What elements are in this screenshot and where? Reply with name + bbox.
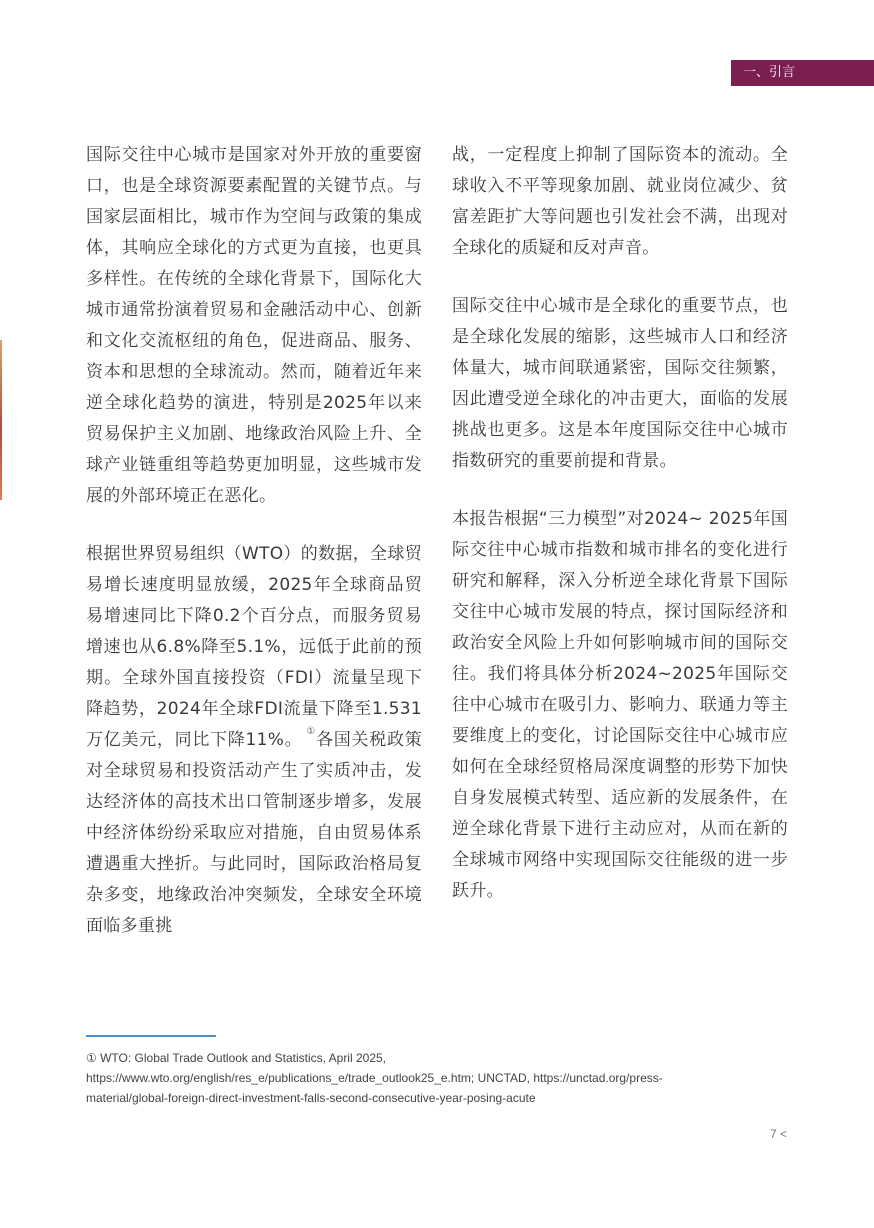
section-label: 一、引言 [731, 60, 874, 86]
paragraph-city-nodes: 国际交往中心城市是全球化的重要节点，也是全球化发展的缩影，这些城市人口和经济体量大，城市间联通紧密，国际交往频繁，因此遭受逆全球化的冲击更大，面临的发展挑战也更多。这是本年度国际交往中心城市指数研究的重要前提和背景。 [452, 296, 788, 471]
paragraph-intro: 国际交往中心城市是国家对外开放的重要窗口，也是全球资源要素配置的关键节点。与国家层面相比，城市作为空间与政策的集成体，其响应全球化的方式更为直接，也更具多样性。在传统的全球化背景下，国际化大城市通常扮演着贸易和金融活动中心、创新和文化交流枢纽的角色，促进商品、服务、资本和思想的全球流动。然而，随着近年来逆全球化趋势的演进，特别是2025年以来贸易保护主义加剧、地缘政治风险上升、全球产业链重组等趋势更加明显，这些城市发展的外部环境正在恶化。 [86, 145, 422, 506]
footnote [86, 1048, 788, 1108]
page-number: 7 < [770, 1127, 788, 1141]
right-column [452, 140, 788, 934]
footnote-line-3[interactable]: material/global-foreign-direct-investment-falls-second-consecutive-year-posing-acute [86, 1091, 536, 1105]
paragraph-report-scope: 本报告根据“三力模型”对2024~ 2025年国际交往中心城市指数和城市排名的变化进行研究和解释，深入分析逆全球化背景下国际交往中心城市发展的特点，探讨国际经济和政治安全风险上升如何影响城市间的国际交往。我们将具体分析2024~2025年国际交往中心城市在吸引力、影响力、联通力等主要维度上的变化，讨论国际交往中心城市应如何在全球经贸格局深度调整的形势下加快自身发展模式转型、适应新的发展条件，在逆全球化背景下进行主动应对，从而在新的全球城市网络中实现国际交往能级的进一步跃升。 [452, 509, 788, 901]
edge-decoration [0, 340, 2, 500]
paragraph-wto-text-b: 各国关税政策对全球贸易和投资活动产生了实质冲击，发达经济体的高技术出口管制逐步增多，发展中经济体纷纷采取应对措施，自由贸易体系遭遇重大挫折。与此同时，国际政治格局复杂多变，地缘政治冲突频发，全球安全环境面临多重挑 [86, 730, 423, 936]
footnote-reference[interactable]: ① [306, 726, 317, 737]
footnote-line-2[interactable]: https://www.wto.org/english/res_e/publications_e/trade_outlook25_e.htm; UNCTAD, https://unctad.org/press- [86, 1071, 663, 1085]
left-column [86, 140, 422, 969]
footnote-divider [86, 1035, 216, 1037]
paragraph-wto-data [86, 539, 422, 942]
footnote-line-1: ① WTO: Global Trade Outlook and Statistics, April 2025, [86, 1051, 387, 1065]
paragraph-continuation: 战，一定程度上抑制了国际资本的流动。全球收入不平等现象加剧、就业岗位减少、贫富差距扩大等问题也引发社会不满，出现对全球化的质疑和反对声音。 [452, 145, 788, 258]
paragraph-wto-text-a: 根据世界贸易组织（WTO）的数据，全球贸易增长速度明显放缓，2025年全球商品贸易增速同比下降0.2个百分点，而服务贸易增速也从6.8%降至5.1%，远低于此前的预期。全球外国直接投资（FDI）流量呈现下降趋势，2024年全球FDI流量下降至1.531万亿美元，同比下降11%。 [86, 544, 422, 750]
